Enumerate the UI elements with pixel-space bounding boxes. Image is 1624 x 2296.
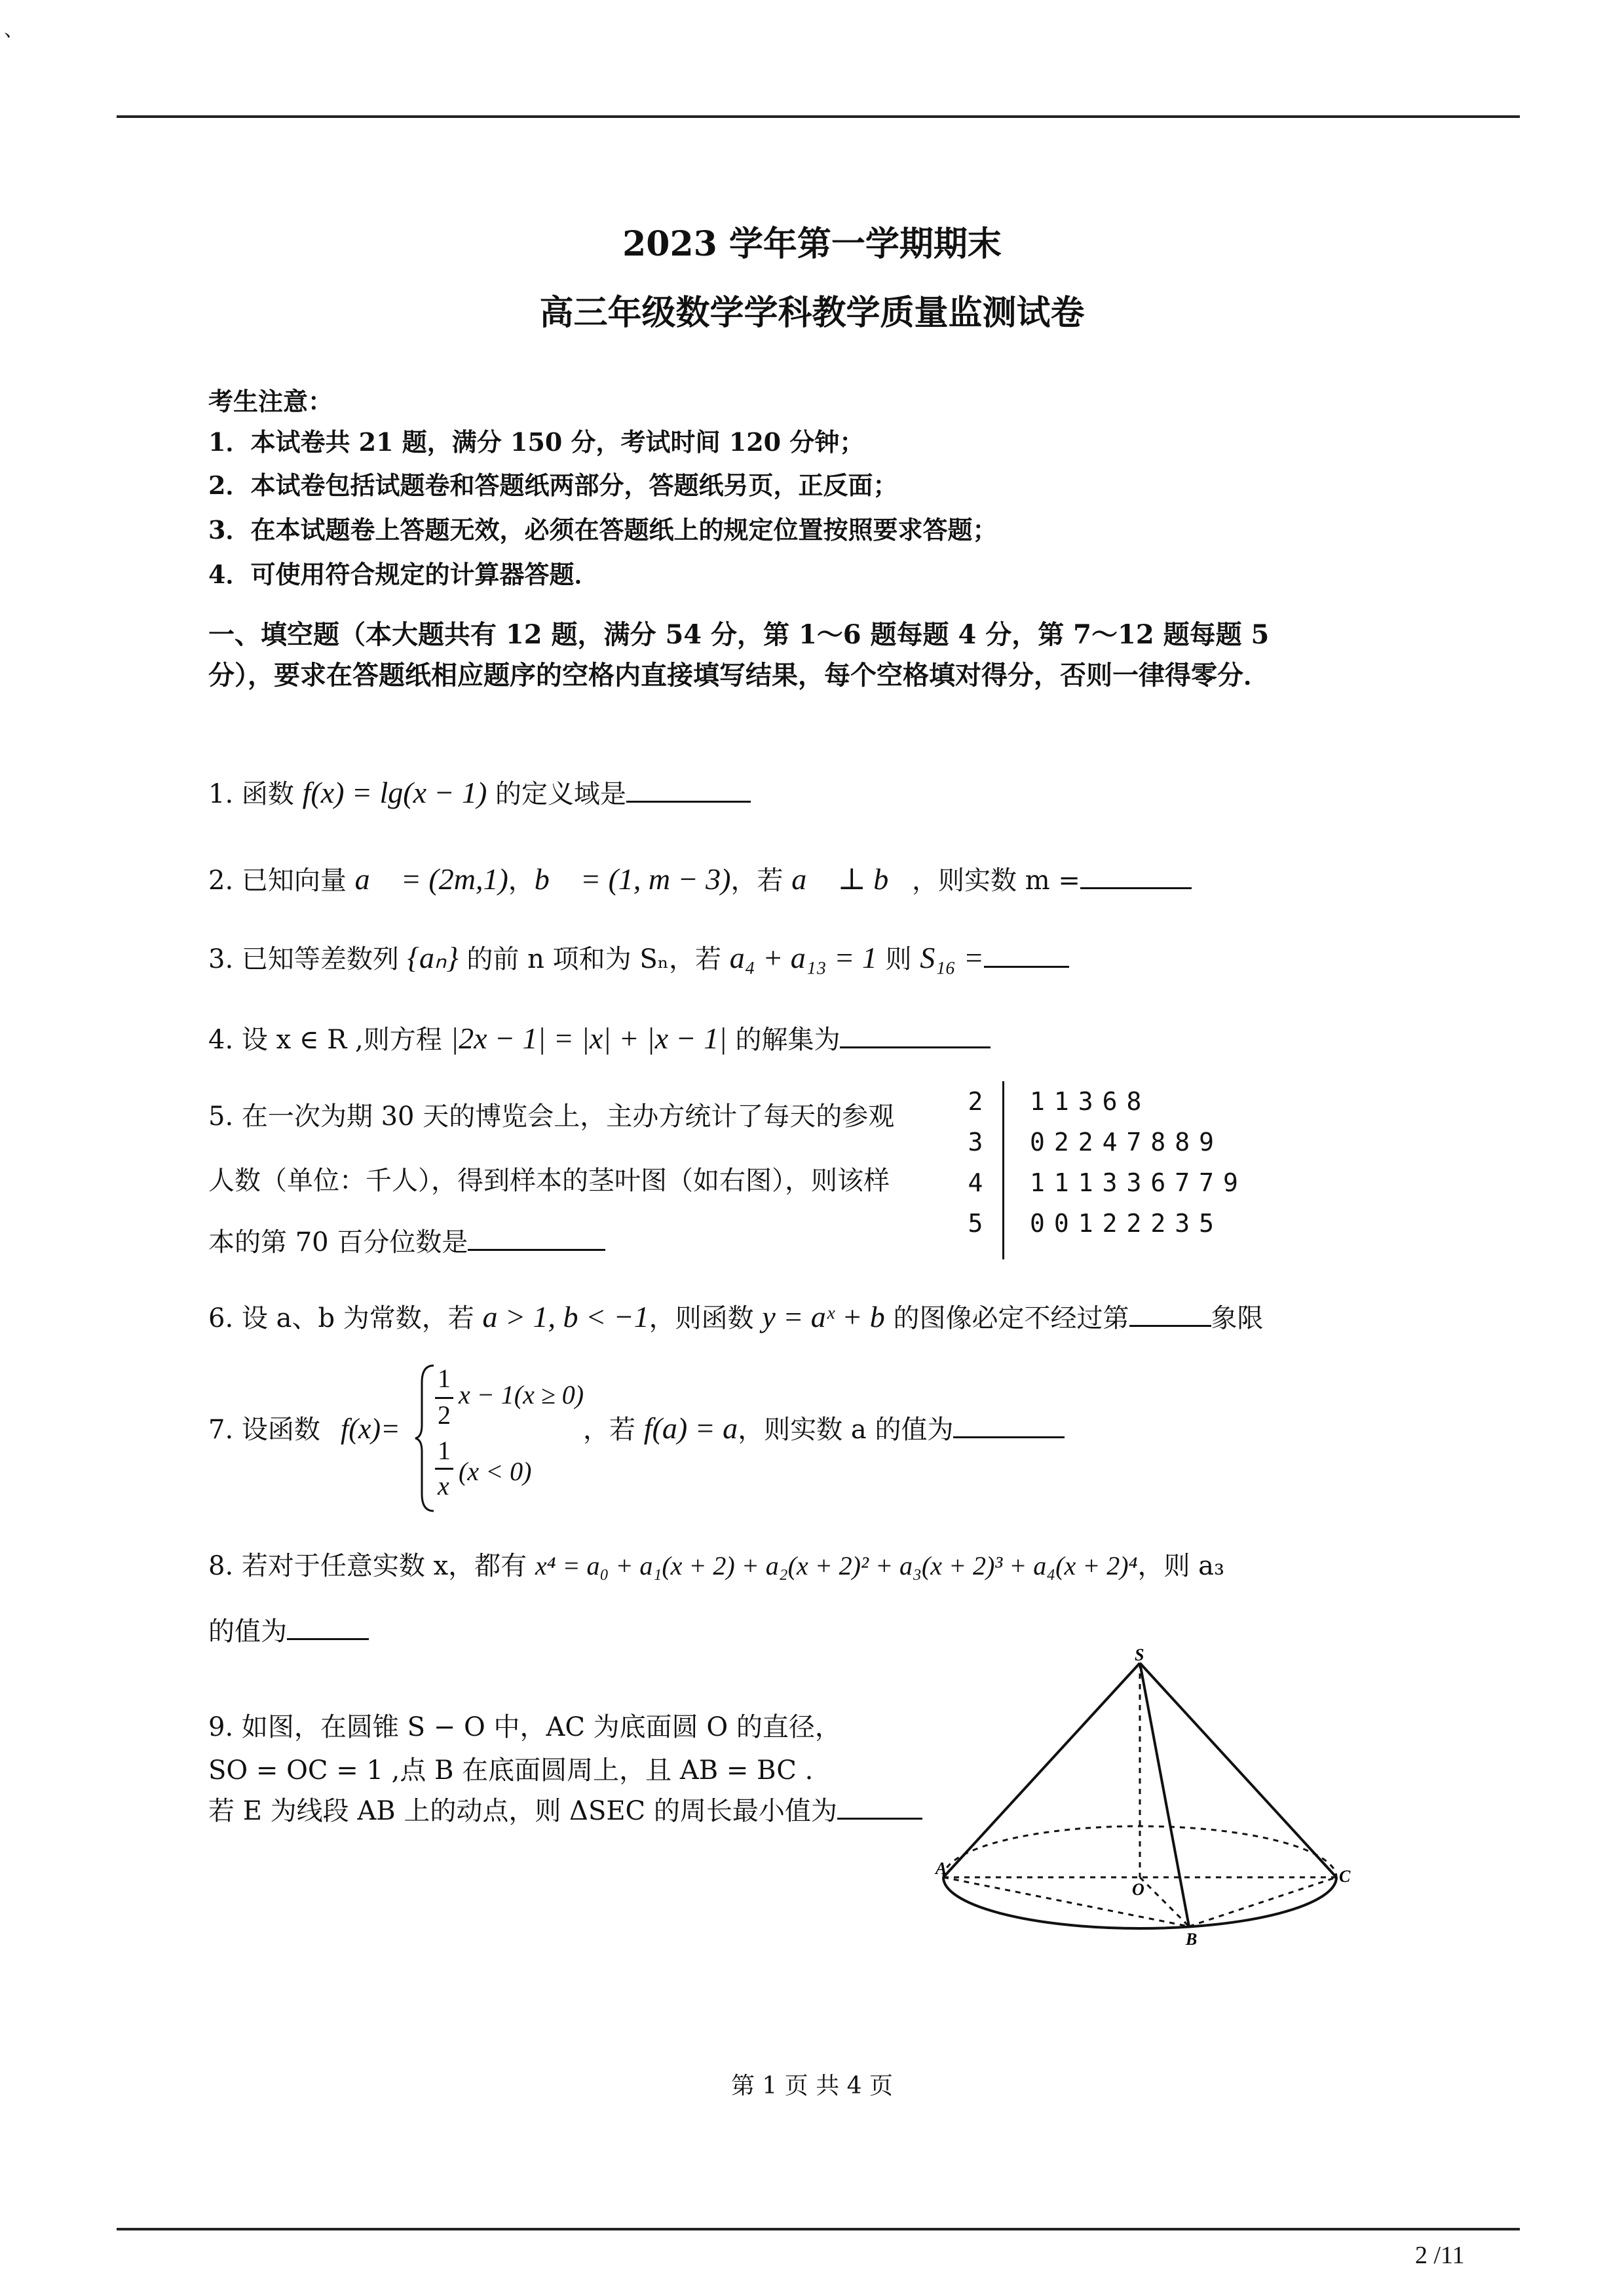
q7-case2-num: 1 (438, 1436, 451, 1465)
label-C: C (1339, 1867, 1351, 1886)
question-9-line1: 9. 如图，在圆锥 S − O 中，AC 为底面圆 O 的直径， (208, 1712, 841, 1742)
q6-tail: 象限 (1211, 1303, 1264, 1333)
q8-suffix: ，则 a₃ (1137, 1551, 1225, 1581)
q2-answer-blank[interactable] (1080, 865, 1192, 889)
q9-answer-blank[interactable] (837, 1795, 922, 1820)
q2-math-b: b⃗ = (1, m − 3) (534, 862, 731, 896)
question-5-line1: 5. 在一次为期 30 天的博览会上，主办方统计了每天的参观 (208, 1101, 895, 1132)
edge-SA (943, 1663, 1140, 1877)
leaf-values: 02247889 (1030, 1128, 1224, 1157)
question-7-prefix: 7. 设函数 (208, 1415, 320, 1445)
question-7-tail (583, 1409, 1065, 1446)
q2-math-perp: a⃗ ⊥ b⃗ (791, 862, 913, 896)
question-4 (208, 1019, 991, 1056)
section-heading: 一、填空题（本大题共有 12 题，满分 54 分，第 1～6 题每题 4 分，第 7～12 题每题 5 分），要求在答题纸相应题序的空格内直接填写结果，每个空格填对得分，否则一律得零分． (208, 619, 1270, 691)
q7-case1-num: 1 (438, 1364, 451, 1393)
q4-answer-blank[interactable] (840, 1024, 991, 1048)
q1-answer-blank[interactable] (626, 778, 751, 803)
title-line1: 2023 学年第一学期期末 (622, 224, 1002, 264)
question-1 (208, 773, 751, 811)
note-item-4: 4．可使用符合规定的计算器答题． (208, 560, 599, 589)
q1-prefix: 1. 函数 (208, 779, 303, 809)
question-9-line2: SO = OC = 1 ,点 B 在底面圆周上，且 AB = BC . (208, 1755, 814, 1786)
q6-math-func: y = aˣ + b (762, 1300, 885, 1333)
q7-case2-bar (435, 1468, 453, 1470)
question-2 (208, 860, 1192, 897)
bottom-rule (117, 2228, 1520, 2230)
q1-suffix: 的定义域是 (487, 779, 627, 809)
question-6 (208, 1297, 1264, 1335)
cone-figure (935, 1645, 1356, 1953)
stem-row (956, 1203, 1223, 1244)
page-number: 2 /11 (1415, 2242, 1465, 2269)
q4-prefix: 4. 设 x ∈ R ,则方程 (208, 1025, 451, 1055)
stem-value: 4 (968, 1168, 983, 1197)
corner-mark: 、 (4, 18, 24, 41)
q4-suffix: 的解集为 (727, 1025, 840, 1055)
q6-suffix: 的图像必定不经过第 (884, 1303, 1129, 1333)
leaf-values: 00122235 (1030, 1209, 1224, 1238)
q8-prefix: 8. 若对于任意实数 x，都有 (208, 1551, 535, 1581)
q3-then: 则 (877, 944, 920, 974)
question-3 (208, 938, 1069, 976)
stem-row (956, 1122, 1223, 1162)
edge-SB (1140, 1663, 1189, 1926)
q3-mid: 的前 n 项和为 Sₙ，若 (458, 944, 730, 974)
q2-if: ，若 (730, 866, 792, 896)
stem-value: 5 (968, 1209, 983, 1238)
q2-math-a: a⃗ = (2m,1) (354, 862, 508, 896)
q7-case1-den: 2 (438, 1400, 451, 1430)
q5-answer-blank[interactable] (468, 1227, 605, 1251)
q8-math: x⁴ = a₀ + a₁(x + 2) + a₂(x + 2)² + a₃(x + 2)³ + a₄(x + 2)⁴ (535, 1551, 1138, 1580)
stem-value: 3 (968, 1128, 983, 1157)
stem-leaf-plot (956, 1081, 1297, 1259)
q2-suffix: ，则实数 m = (912, 866, 1080, 896)
stem-value: 2 (968, 1087, 983, 1116)
q3-math-s16: S₁₆ = (920, 941, 984, 974)
title-line2: 高三年级数学学科教学质量监测试卷 (539, 293, 1085, 333)
question-5-line3 (208, 1221, 605, 1259)
q7-case2-den: x (438, 1471, 449, 1501)
q7-math: f(a) = a (643, 1411, 738, 1445)
stem-row (956, 1081, 1150, 1122)
leaf-values: 111336779 (1030, 1168, 1247, 1197)
label-S: S (1135, 1645, 1144, 1664)
q7-case2-rest: (x < 0) (459, 1457, 532, 1486)
stem-row (956, 1162, 1247, 1203)
q9-line3-text: 若 E 为线段 AB 上的动点，则 ΔSEC 的周长最小值为 (208, 1796, 837, 1826)
q6-mid: ，则函数 (649, 1303, 763, 1333)
q7-case1-bar (435, 1397, 453, 1399)
q7-case1-rest: x − 1(x ≥ 0) (459, 1380, 584, 1409)
note-item-2: 2．本试卷包括试题卷和答题纸两部分，答题纸另页，正反面； (208, 470, 898, 500)
question-9-line3 (208, 1790, 922, 1827)
q7-suffix: ，则实数 a 的值为 (738, 1415, 954, 1445)
q6-math-cond: a > 1, b < −1 (482, 1300, 649, 1333)
edge-SC (1140, 1663, 1336, 1877)
q7-mid: ，若 (583, 1415, 644, 1445)
q3-prefix: 3. 已知等差数列 (208, 944, 407, 974)
top-rule (117, 115, 1520, 118)
note-item-3: 3．在本试题卷上答题无效，必须在答题纸上的规定位置按照要求答题； (208, 515, 998, 545)
q7-brace (414, 1363, 436, 1514)
q2-prefix: 2. 已知向量 (208, 866, 355, 896)
q3-answer-blank[interactable] (984, 944, 1069, 968)
q8-line2-text: 的值为 (208, 1617, 287, 1647)
q1-math: f(x) = lg(x − 1) (302, 776, 487, 809)
q7-answer-blank[interactable] (953, 1414, 1065, 1438)
q5-line3-text: 本的第 70 百分位数是 (208, 1227, 468, 1257)
q3-math-cond: a₄ + a₁₃ = 1 (729, 941, 877, 974)
q4-math: |2x − 1| = |x| + |x − 1| (450, 1022, 727, 1055)
leaf-values: 11368 (1030, 1087, 1151, 1116)
question-8 (208, 1545, 1224, 1582)
chord-AB (943, 1877, 1189, 1926)
q7-fx: f(x)= (341, 1413, 400, 1445)
q6-answer-blank[interactable] (1129, 1303, 1211, 1327)
note-item-1: 1．本试卷共 21 题，满分 150 分，考试时间 120 分钟； (208, 427, 865, 457)
label-A: A (935, 1859, 947, 1878)
label-B: B (1186, 1930, 1198, 1949)
page-footer: 第 1 页 共 4 页 (730, 2073, 894, 2099)
q6-prefix: 6. 设 a、b 为常数，若 (208, 1303, 483, 1333)
question-5-line2: 人数（单位：千人），得到样本的茎叶图（如右图），则该样 (208, 1166, 890, 1196)
q2-sep: ， (508, 866, 535, 896)
q3-math-seq: {aₙ} (407, 941, 459, 974)
q8-answer-blank[interactable] (287, 1616, 369, 1640)
notes-heading: 考生注意： (208, 387, 333, 416)
label-O: O (1132, 1880, 1144, 1899)
question-8-line2 (208, 1611, 369, 1648)
